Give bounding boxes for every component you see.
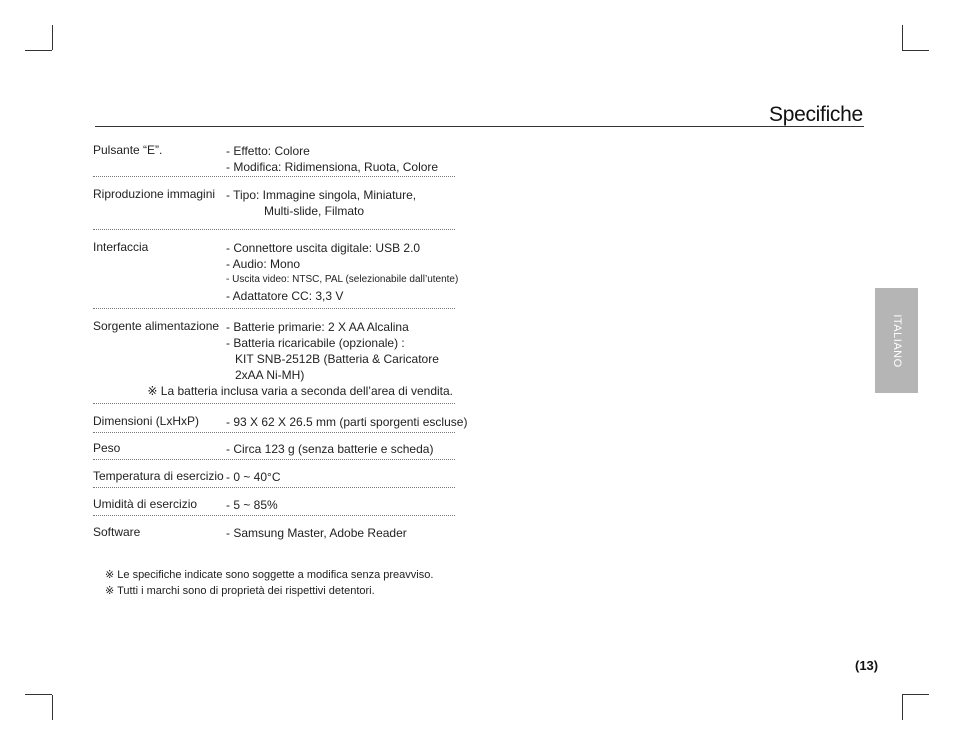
spec-table — [93, 143, 468, 543]
crop-mark-top-left-h — [25, 50, 52, 51]
spec-row-weight — [93, 441, 455, 460]
spec-value: - Batteria ricaricabile (opzionale) : — [226, 336, 405, 350]
spec-label: Peso — [93, 441, 121, 455]
spec-row-power — [93, 319, 455, 404]
spec-value: - 93 X 62 X 26.5 mm (parti sporgenti escluse) — [226, 415, 468, 429]
spec-label: Sorgente alimentazione — [93, 319, 220, 333]
spec-row-dimensions — [93, 414, 468, 433]
spec-value: Multi-slide, Filmato — [264, 204, 365, 218]
footnote: ※ Le specifiche indicate sono soggette a modifica senza preavviso. — [105, 569, 434, 581]
spec-label: Pulsante “E”. — [93, 143, 163, 157]
crop-mark-top-right-v — [902, 25, 903, 50]
spec-value: - Circa 123 g (senza batterie e scheda) — [226, 442, 434, 456]
spec-row-humidity — [93, 497, 455, 516]
crop-mark-bottom-left-h — [25, 694, 52, 695]
spec-value: - Connettore uscita digitale: USB 2.0 — [226, 241, 421, 255]
spec-label: Temperatura di esercizio — [93, 469, 224, 483]
language-tab — [875, 288, 918, 393]
spec-row-playback — [93, 187, 455, 230]
spec-value: - Uscita video: NTSC, PAL (selezionabile dall’utente) — [226, 274, 459, 285]
spec-row-button-e — [93, 143, 455, 177]
spec-label: Interfaccia — [93, 240, 149, 254]
spec-value: - Audio: Mono — [226, 257, 301, 271]
spec-row-software — [93, 525, 455, 543]
footnote: ※ Tutti i marchi sono di proprietà dei rispettivi detentori. — [105, 585, 375, 597]
spec-value: KIT SNB-2512B (Batteria & Caricatore — [235, 352, 439, 366]
spec-value: - 0 ~ 40°C — [226, 470, 281, 484]
spec-row-temperature — [93, 469, 455, 488]
language-tab-label: ITALIANO — [890, 313, 903, 368]
page-number: (13) — [855, 658, 879, 673]
spec-row-interface — [93, 240, 459, 309]
page-title: Specifiche — [769, 103, 863, 126]
spec-value: - Batterie primarie: 2 X AA Alcalina — [226, 320, 409, 334]
spec-value: - Tipo: Immagine singola, Miniature, — [226, 188, 417, 202]
spec-value: - 5 ~ 85% — [226, 498, 278, 512]
spec-value: - Adattatore CC: 3,3 V — [226, 289, 344, 303]
battery-note: ※ La batteria inclusa varia a seconda dell’area di vendita. — [147, 384, 453, 398]
spec-value: - Effetto: Colore — [226, 144, 310, 158]
crop-mark-bottom-right-v — [902, 695, 903, 720]
footnotes — [105, 567, 433, 599]
spec-label: Dimensioni (LxHxP) — [93, 414, 200, 428]
spec-label: Software — [93, 525, 141, 539]
crop-mark-bottom-right-h — [902, 694, 929, 695]
crop-mark-bottom-left-v — [52, 695, 53, 720]
spec-value: - Modifica: Ridimensiona, Ruota, Colore — [226, 160, 439, 174]
title-rule — [95, 126, 864, 127]
spec-label: Umidità di esercizio — [93, 497, 198, 511]
crop-mark-top-right-h — [902, 50, 929, 51]
spec-label: Riproduzione immagini — [93, 187, 216, 201]
spec-value: - Samsung Master, Adobe Reader — [226, 526, 407, 540]
crop-mark-top-left-v — [52, 25, 53, 50]
spec-value: 2xAA Ni-MH) — [235, 368, 305, 382]
